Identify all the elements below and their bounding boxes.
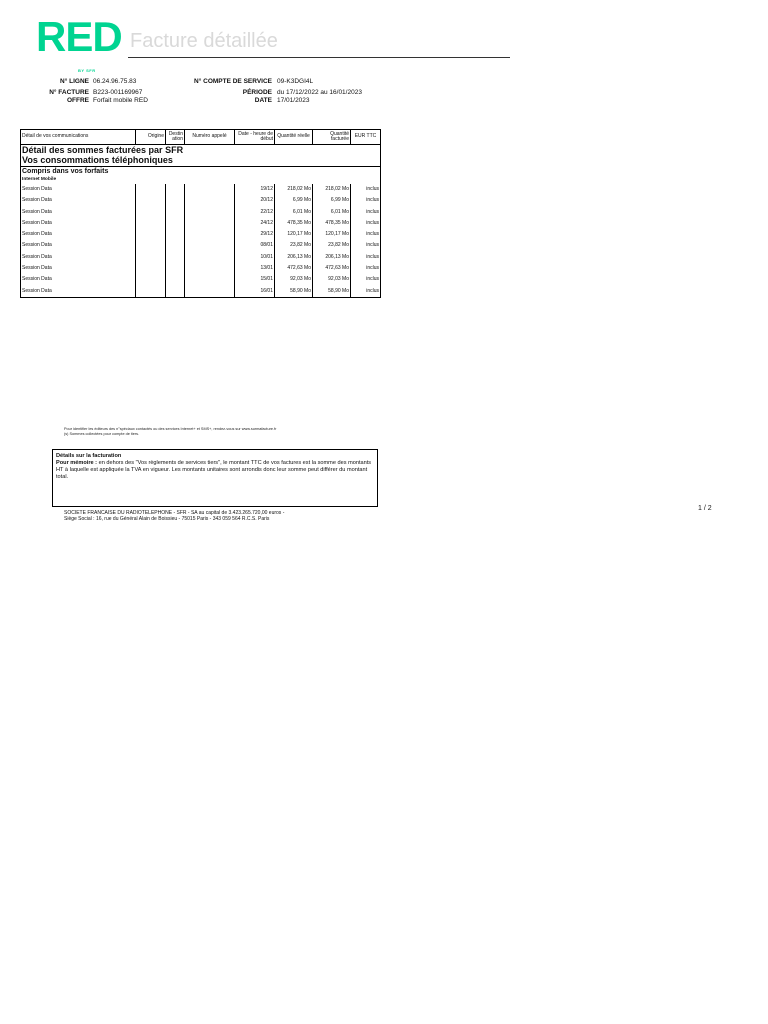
ligne-value: 06.24.96.75.83 (93, 78, 137, 85)
table-cell: 08/01 (235, 240, 275, 251)
table-cell (136, 286, 166, 298)
offre-label: OFFRE (66, 97, 89, 104)
table-cell (136, 195, 166, 206)
footer-line: SOCIETE FRANCAISE DU RADIOTELEPHONE - SFR - SA au capital de 3.423.265.720,00 euros - (64, 510, 285, 516)
table-cell: Session Data (21, 286, 136, 298)
table-cell (166, 274, 185, 285)
table-row (21, 240, 381, 251)
table-cell (185, 184, 235, 195)
table-cell: 58,90 Mo (275, 286, 313, 298)
table-cell (136, 184, 166, 195)
section-title: Détail des sommes facturées par SFR (22, 145, 184, 155)
table-cell: 218,02 Mo (313, 184, 351, 195)
table-cell: 23,82 Mo (313, 240, 351, 251)
col-header: Date - heure de début (235, 130, 275, 145)
compte-value: 09-K3DGI4L (277, 78, 314, 85)
page-title: Facture détaillée (130, 30, 278, 52)
table-cell (166, 252, 185, 263)
table-cell (166, 263, 185, 274)
table-cell: Session Data (21, 195, 136, 206)
compte-label: N° COMPTE DE SERVICE (194, 78, 272, 85)
table-cell (185, 252, 235, 263)
table-row (21, 218, 381, 229)
table-cell (185, 274, 235, 285)
table-cell (166, 207, 185, 218)
billing-memo (56, 460, 374, 481)
col-header: Numéro appelé (185, 130, 235, 145)
table-cell: inclus (351, 286, 381, 298)
footer-line: Siège Social : 16, rue du Général Alain de Boissieu - 75015 Paris - 343 059 564 R.C.S. Paris (64, 516, 270, 523)
section-header (21, 145, 381, 167)
table-cell: 478,35 Mo (275, 218, 313, 229)
table-cell: 20/12 (235, 195, 275, 206)
table-cell: 23,82 Mo (275, 240, 313, 251)
table-cell: Session Data (21, 240, 136, 251)
col-header: EUR TTC (351, 130, 381, 145)
red-logo (36, 13, 122, 73)
table-cell (166, 184, 185, 195)
table-row (21, 274, 381, 285)
table-rows (21, 184, 381, 297)
table-cell: 472,63 Mo (313, 263, 351, 274)
table-cell: 6,01 Mo (313, 207, 351, 218)
table-cell: 92,03 Mo (275, 274, 313, 285)
group-title: Compris dans vos forfaits (22, 168, 109, 175)
notice-line: Pour identifier les éditeurs des n°spéciaux contactés ou des services Internet+ et SMS+, rendez-vous sur www.surmafacture.fr (64, 427, 277, 431)
table-cell: 478,35 Mo (313, 218, 351, 229)
notice-line: (s) Sommes collectées pour compte de tiers. (64, 432, 140, 436)
table-cell (185, 218, 235, 229)
communications-table (20, 129, 381, 298)
table-cell: inclus (351, 274, 381, 285)
table-cell: 120,17 Mo (313, 229, 351, 240)
table-cell (136, 252, 166, 263)
table-cell (136, 218, 166, 229)
memo-label: Pour mémoire : (56, 460, 98, 466)
category-title: Internet Mobile (22, 177, 57, 182)
table-header-row (21, 130, 381, 145)
table-cell: 16/01 (235, 286, 275, 298)
periode-label: PÉRIODE (242, 89, 272, 96)
periode-value: du 17/12/2022 au 16/01/2023 (277, 89, 362, 96)
table-cell (136, 240, 166, 251)
table-cell (185, 195, 235, 206)
table-cell: Session Data (21, 263, 136, 274)
table-cell (136, 229, 166, 240)
title-divider (128, 57, 510, 58)
table-cell: 206,13 Mo (275, 252, 313, 263)
date-label: DATE (254, 97, 272, 104)
billing-details-box (52, 449, 378, 507)
table-cell: 13/01 (235, 263, 275, 274)
table-cell: inclus (351, 240, 381, 251)
col-header: Quantité facturée (313, 130, 351, 145)
table-row (21, 286, 381, 298)
col-header: Quantité réelle (275, 130, 313, 145)
table-row (21, 229, 381, 240)
table-cell: 24/12 (235, 218, 275, 229)
logo-subtext: BY SFR (78, 68, 96, 73)
table-cell: Session Data (21, 252, 136, 263)
table-cell: inclus (351, 252, 381, 263)
table-cell: Session Data (21, 218, 136, 229)
facture-value: B223-001169967 (93, 89, 143, 96)
table-row (21, 263, 381, 274)
table-row (21, 207, 381, 218)
legal-footer (64, 510, 284, 523)
table-cell: 120,17 Mo (275, 229, 313, 240)
table-cell (166, 240, 185, 251)
table-row (21, 252, 381, 263)
table-cell: 58,90 Mo (313, 286, 351, 298)
table-cell (185, 286, 235, 298)
table-cell: inclus (351, 207, 381, 218)
page-number: 1 / 2 (698, 505, 712, 512)
table-cell (166, 195, 185, 206)
table-cell: inclus (351, 218, 381, 229)
memo-text: en dehors des "Vos règlements de services tiers", le montant TTC de vos factures est la somme des montants HT à laquelle est appliquée la TVA en vigueur. Les montants unitaires sont arrondis donc leur somme peut différer du montant total. (56, 460, 372, 480)
table-cell: Session Data (21, 229, 136, 240)
notice-text (64, 427, 334, 437)
table-cell: 206,13 Mo (313, 252, 351, 263)
group-header (21, 167, 381, 185)
table-cell: 15/01 (235, 274, 275, 285)
col-header: Destin ation (166, 130, 185, 145)
facture-label: N° FACTURE (49, 89, 89, 96)
subsection-title: Vos consommations téléphoniques (22, 155, 173, 165)
table-cell: inclus (351, 184, 381, 195)
table-cell (166, 229, 185, 240)
table-cell: inclus (351, 229, 381, 240)
table-cell (185, 229, 235, 240)
table-cell: 92,03 Mo (313, 274, 351, 285)
table-cell: 6,99 Mo (313, 195, 351, 206)
table-cell: 19/12 (235, 184, 275, 195)
table-cell: Session Data (21, 207, 136, 218)
table-cell: inclus (351, 263, 381, 274)
table-cell (166, 286, 185, 298)
invoice-header (0, 77, 768, 107)
table-cell: 29/12 (235, 229, 275, 240)
table-row (21, 184, 381, 195)
col-header: Origine (136, 130, 166, 145)
ligne-label: N° LIGNE (60, 78, 89, 85)
table-cell: 6,01 Mo (275, 207, 313, 218)
col-header: Détail de vos communications (21, 130, 136, 145)
table-cell: 10/01 (235, 252, 275, 263)
table-cell: 472,63 Mo (275, 263, 313, 274)
table-cell: inclus (351, 195, 381, 206)
date-value: 17/01/2023 (277, 97, 310, 104)
table-cell: 218,02 Mo (275, 184, 313, 195)
table-cell: Session Data (21, 184, 136, 195)
table-cell (185, 207, 235, 218)
logo-text: RED (36, 13, 122, 60)
billing-title: Détails sur la facturation (56, 453, 122, 459)
table-cell: 22/12 (235, 207, 275, 218)
table-cell (185, 240, 235, 251)
table-cell: 6,99 Mo (275, 195, 313, 206)
table-row (21, 195, 381, 206)
table-cell (136, 207, 166, 218)
table-cell (166, 218, 185, 229)
table-cell (185, 263, 235, 274)
offre-value: Forfait mobile RED (93, 97, 148, 104)
table-cell: Session Data (21, 274, 136, 285)
table-cell (136, 263, 166, 274)
table-cell (136, 274, 166, 285)
